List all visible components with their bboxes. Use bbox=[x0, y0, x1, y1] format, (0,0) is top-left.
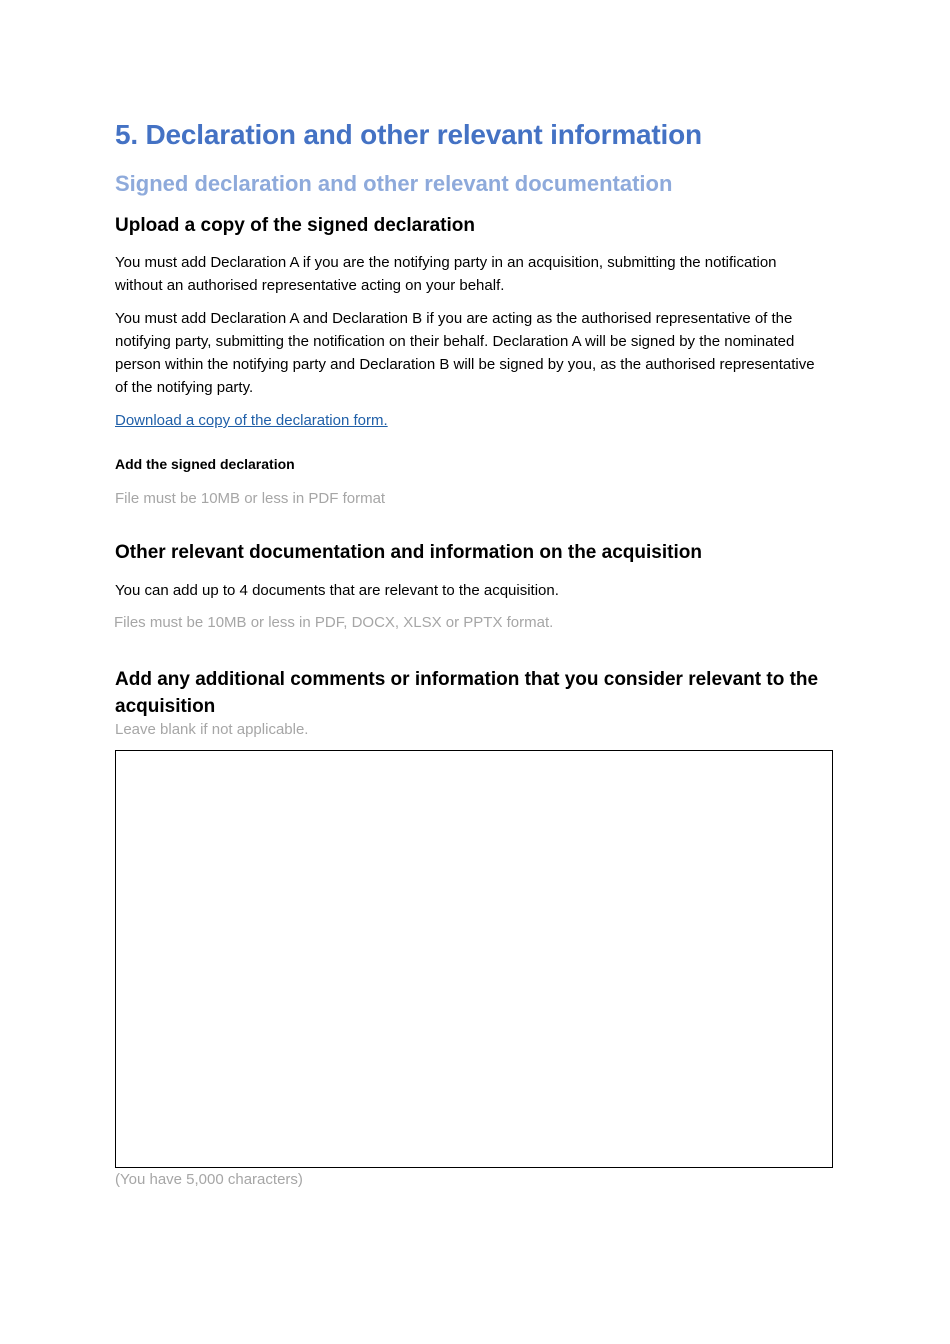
character-count: (You have 5,000 characters) bbox=[115, 1171, 303, 1188]
comments-heading: Add any additional comments or information that you consider relevant to the acquisition bbox=[115, 669, 819, 717]
documents-file-hint: Files must be 10MB or less in PDF, DOCX, XLSX or PPTX format. bbox=[114, 614, 554, 631]
add-signed-declaration-label: Add the signed declaration bbox=[115, 456, 295, 472]
other-documentation-instructions: You can add up to 4 documents that are relevant to the acquisition. bbox=[115, 582, 559, 599]
upload-declaration-heading: Upload a copy of the signed declaration bbox=[115, 215, 475, 236]
declaration-ab-instructions: You must add Declaration A and Declaration B if you are acting as the authorised representative of the notifying party, submitting the notification on their behalf. Declaration A will be signed by the nominated person within the notifying party and Declaration B will be signed by you, as the authorised representative of the notifying party. bbox=[115, 310, 815, 396]
download-declaration-link[interactable]: Download a copy of the declaration form. bbox=[115, 412, 388, 429]
comments-textarea[interactable] bbox=[115, 750, 833, 1168]
page-title: 5. Declaration and other relevant information bbox=[115, 119, 702, 150]
comments-hint: Leave blank if not applicable. bbox=[115, 721, 309, 738]
other-documentation-heading: Other relevant documentation and information on the acquisition bbox=[115, 542, 702, 563]
declaration-file-hint: File must be 10MB or less in PDF format bbox=[115, 490, 386, 507]
section-subtitle: Signed declaration and other relevant documentation bbox=[115, 171, 673, 196]
declaration-a-instructions: You must add Declaration A if you are the notifying party in an acquisition, submitting the notification without an authorised representative acting on your behalf. bbox=[115, 254, 777, 294]
